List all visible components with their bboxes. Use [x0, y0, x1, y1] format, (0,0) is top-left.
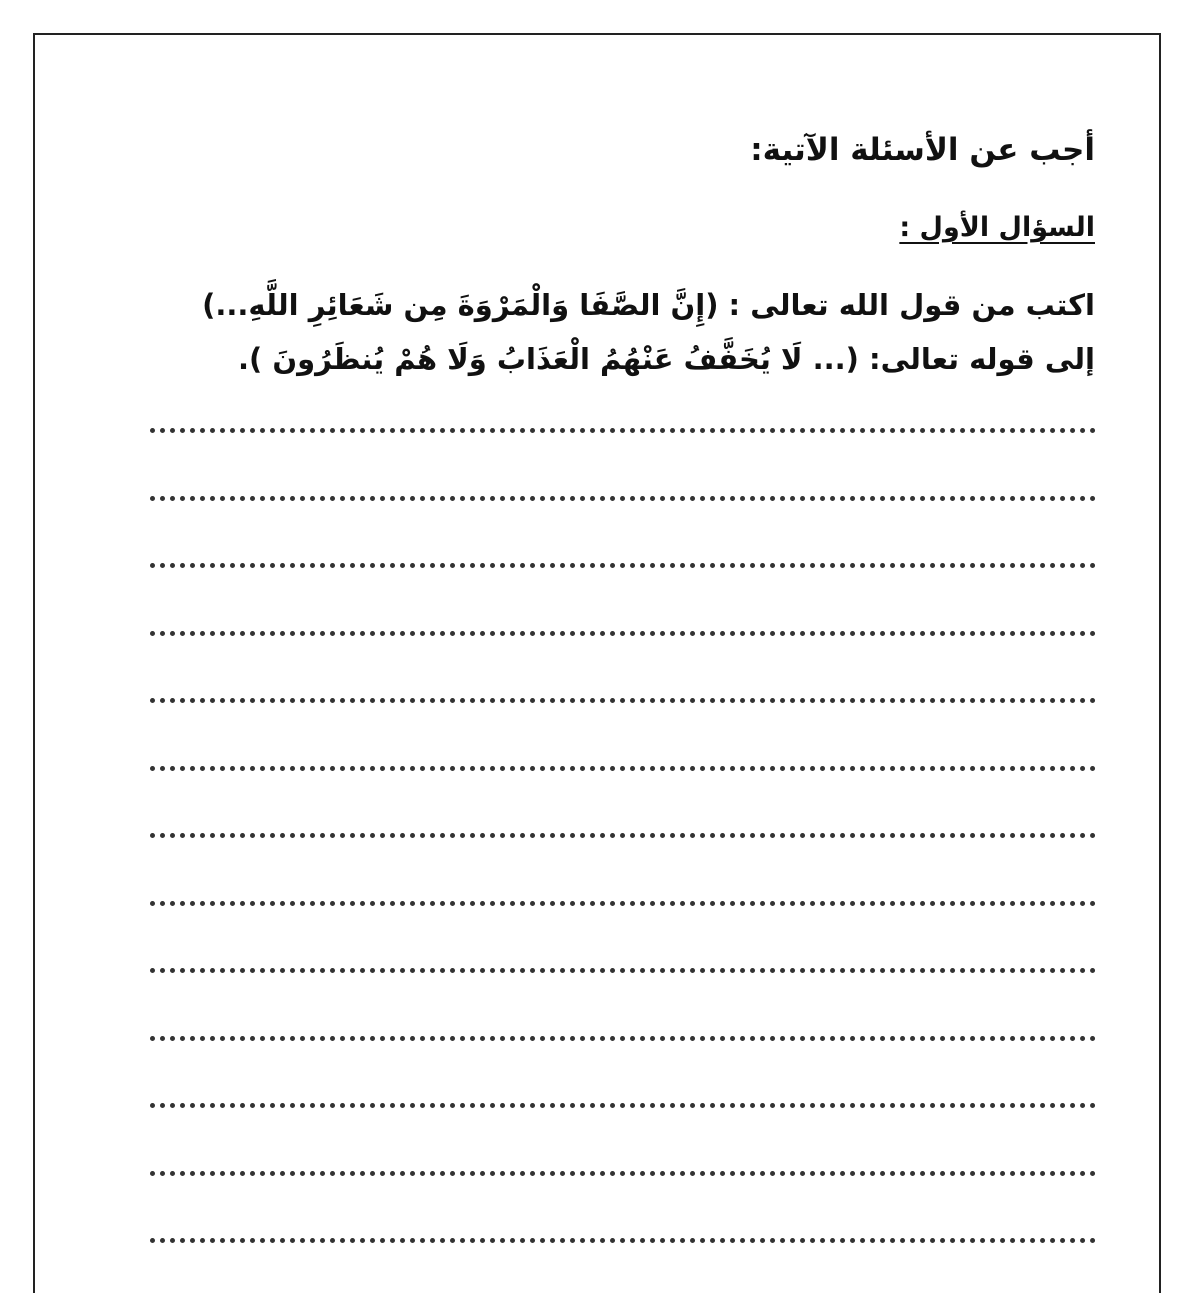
answer-line[interactable]: [150, 1171, 1096, 1176]
answer-line[interactable]: [150, 968, 1096, 973]
answer-line[interactable]: [150, 766, 1096, 771]
question-text-line-2: إلى قوله تعالى: (... لَا يُخَفَّفُ عَنْهُمُ الْعَذَابُ وَلَا هُمْ يُنظَرُونَ ).: [237, 342, 1095, 376]
answer-line[interactable]: [150, 698, 1096, 703]
answer-line[interactable]: [150, 901, 1096, 906]
answer-line[interactable]: [150, 833, 1096, 838]
answer-line[interactable]: [150, 563, 1096, 568]
answer-line[interactable]: [150, 1036, 1096, 1041]
question-title: السؤال الأول :: [899, 212, 1095, 243]
answer-line[interactable]: [150, 631, 1096, 636]
question-text-line-1: اكتب من قول الله تعالى : (إِنَّ الصَّفَا وَالْمَرْوَةَ مِن شَعَائِرِ اللَّهِ...): [202, 288, 1095, 322]
answer-line[interactable]: [150, 1103, 1096, 1108]
answer-line[interactable]: [150, 496, 1096, 501]
answer-line[interactable]: [150, 428, 1096, 433]
instruction-heading: أجب عن الأسئلة الآتية:: [750, 132, 1095, 168]
answer-line[interactable]: [150, 1238, 1096, 1243]
